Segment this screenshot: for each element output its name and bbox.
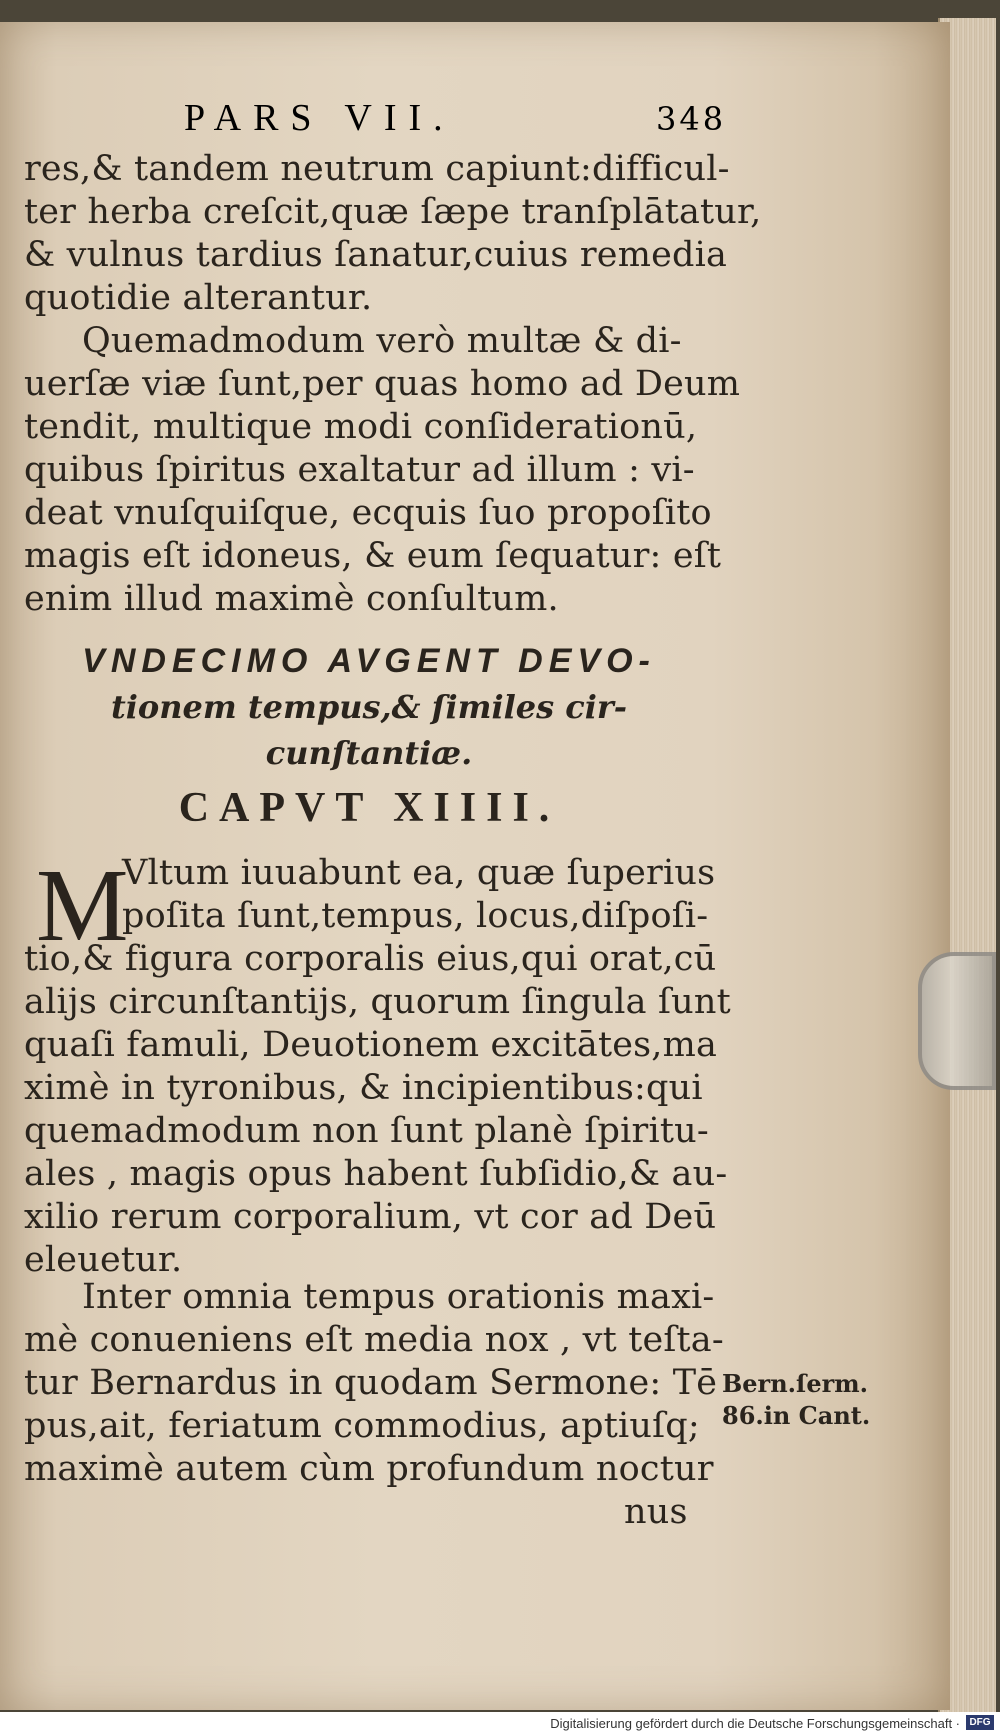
text-line: xilio rerum corporalium, vt cor ad Deū (24, 1197, 717, 1237)
text-line: tur Bernardus in quodam Sermone: Tē (24, 1363, 718, 1403)
text-line: tio,& figura corporalis eius,qui orat,cū (24, 939, 717, 979)
chapter-number: CAPVT XIIII. (178, 785, 560, 831)
marginal-note (722, 1368, 870, 1432)
marginal-note-line: 86.in Cant. (722, 1401, 871, 1430)
drop-capital: M (36, 848, 129, 963)
text-line: res,& tandem neutrum capiunt:difficul- (24, 149, 730, 189)
text-line: alijs circunſtantijs, quorum ſingula ſunt (24, 982, 731, 1022)
text-line: quotidie alterantur. (24, 278, 373, 318)
page-header (24, 96, 727, 146)
marginal-note-line: Bern.ſerm. (722, 1369, 868, 1398)
footer-bar (0, 1712, 1000, 1734)
funding-credit: Digitalisierung gefördert durch die Deutsche Forschungsgemeinschaft · (550, 1716, 960, 1731)
running-head: PARS VII. (184, 97, 455, 139)
text-line: quibus ſpiritus exaltatur ad illum : vi- (24, 450, 695, 490)
chapter-paragraph (24, 848, 731, 1282)
page-number: 348 (656, 100, 727, 138)
chapter-title-line: VNDECIMO AVGENT DEVO- (82, 642, 656, 680)
text-line: maximè autem cùm profundum noctur (24, 1449, 714, 1489)
text-line: Quemadmodum verò multæ & di- (82, 321, 682, 361)
text-line: ter herba creſcit,quæ ſæpe tranſplātatur, (24, 192, 762, 232)
text-line: pus,ait, feriatum commodius, aptiuſq; (24, 1406, 700, 1446)
text-line: poſita ſunt,tempus, locus,diſpoſi- (122, 896, 709, 936)
text-line: uerſæ viæ ſunt,per quas homo ad Deum (24, 364, 741, 404)
chapter-title-line: tionem tempus,& ſimiles cir- (110, 688, 628, 726)
text-line: Vltum iuuabunt ea, quæ ſuperius (122, 853, 716, 893)
chapter-title-line: cunſtantiæ. (265, 734, 473, 772)
text-line: mè conueniens eſt media nox , vt teſta- (24, 1320, 724, 1360)
dfg-logo: DFG (966, 1715, 994, 1730)
text-line: deat vnuſquiſque, ecquis ſuo propoſito (24, 493, 712, 533)
book-clasp (918, 952, 996, 1090)
text-line: & vulnus tardius ſanatur,cuius remedia (24, 235, 728, 275)
paragraph-tempus (24, 1276, 724, 1534)
text-line: ximè in tyronibus, & incipientibus:qui (24, 1068, 703, 1108)
text-line: Inter omnia tempus orationis maxi- (82, 1277, 715, 1317)
chapter-title (24, 638, 714, 776)
text-line: magis eſt idoneus, & eum ſequatur: eſt (24, 536, 722, 576)
text-line: enim illud maximè conſultum. (24, 579, 559, 619)
text-line: eleuetur. (24, 1240, 183, 1280)
catchword: nus (624, 1492, 688, 1532)
text-line: quaſi famuli, Deuotionem excitātes,ma (24, 1025, 718, 1065)
text-line: tendit, multique modi conſiderationū, (24, 407, 698, 447)
text-line: ales , magis opus habent ſubſidio,& au- (24, 1154, 728, 1194)
paragraph-continuation (24, 148, 762, 621)
text-line: quemadmodum non ſunt planè ſpiritu- (24, 1111, 709, 1151)
